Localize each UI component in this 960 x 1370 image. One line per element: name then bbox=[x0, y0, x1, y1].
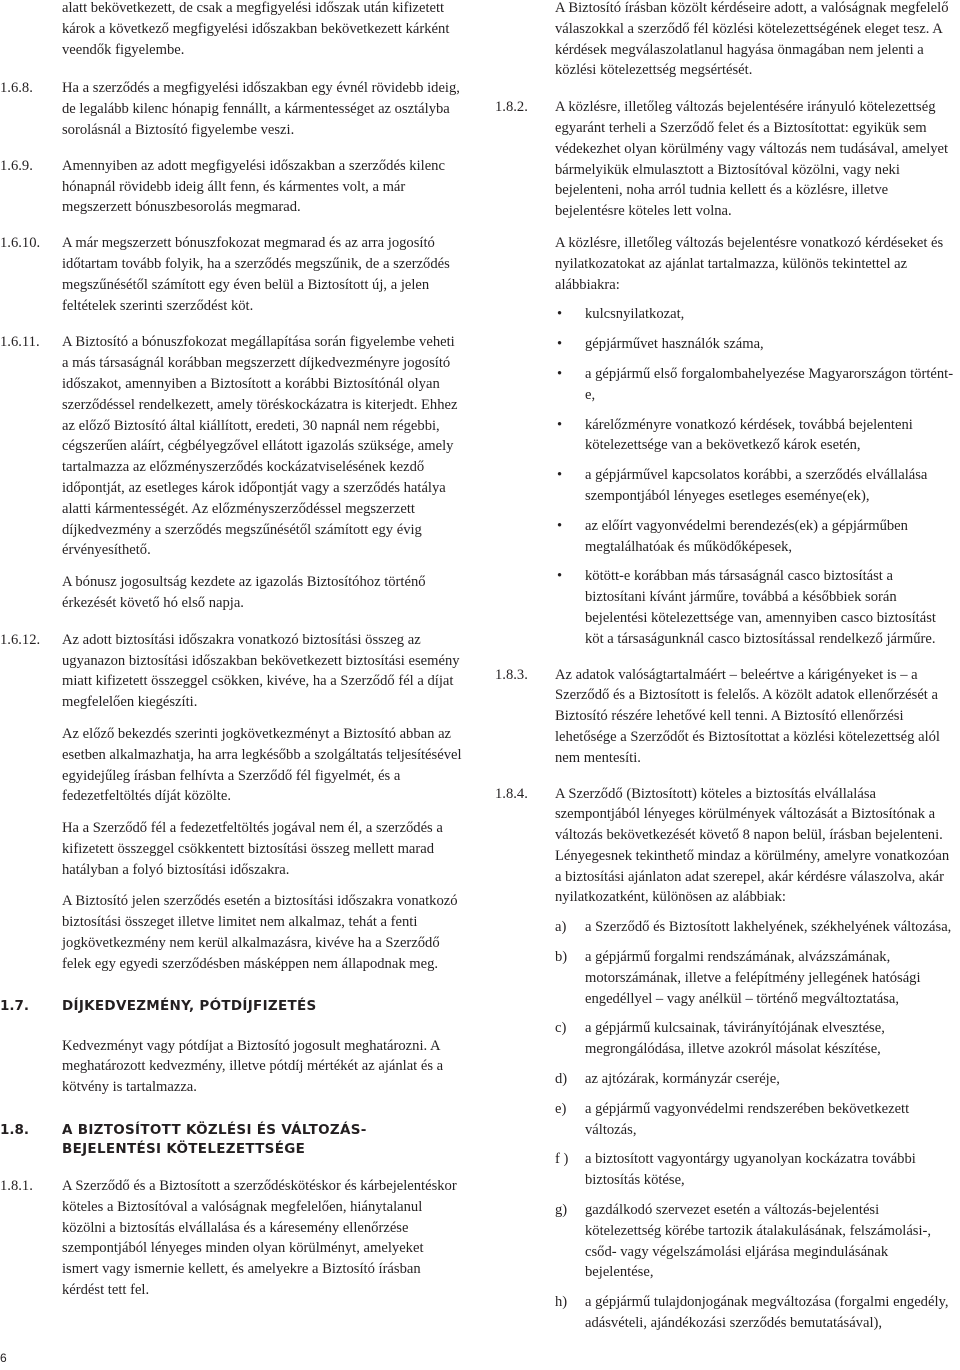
section-1-6-10 bbox=[0, 233, 462, 316]
list-item-text: a gépjármű kulcsainak, távirányítójának elvesztése, megrongálódása, illetve azokról másolat készítése, bbox=[585, 1020, 885, 1058]
list-item: • a gépjárművel kapcsolatos korábbi, a szerződés elvállalása szempontjából lényeges esetleges eseménye(ek), bbox=[555, 465, 957, 507]
section-paragraph: A Biztosító a bónuszfokozat megállapítása során figyelembe veheti a más társaságnál korábban megszerzett díjkedvezményre jogosító időszakot, amennyiben a Biztosított a korábbi Biztosítónál olyan szerződéssel rendelkezett, amely töréskockázatra is kiterjedt. Ehhez az előző Biztosító által kiállított, eredeti, 30 napnál nem régebbi, cégszerűen aláírt, cégbélyegzővel ellátott igazolás szüksége, amely tartalmazza az előzményszerződés kockázatviselésének kezdő időpontját, az esetleges károk időpontját vagy a szerződés hatálya alatti kármentességét. Az előzményszerződéssel megszerzett díjkedvezmény a szerződés megszűnésétől számított egy évig érvényesíthető. bbox=[62, 334, 458, 559]
list-item-text: a biztosított vagyontárgy ugyanolyan kockázatra további biztosítás kötése, bbox=[585, 1151, 916, 1189]
list-item-label: d) bbox=[555, 1071, 568, 1088]
section-1-7-heading bbox=[0, 997, 462, 1016]
list-item-label: g) bbox=[555, 1202, 568, 1219]
list-item: • kulcsnyilatkozat, bbox=[555, 304, 957, 325]
continuation-text: alatt bekövetkezett, de csak a megfigyelési időszak után kifizetett károk a következő megfigyelési időszakban bekövetkezett kárként veendők figyelembe. bbox=[62, 0, 450, 58]
section-number: 1.8.1. bbox=[0, 1178, 33, 1195]
section-1-7-body bbox=[0, 1036, 462, 1098]
section-text: Az adatok valóságtartalmáért – beleértve a kárigényeket is – a Szerződő és a Biztosított is felelős. A közölt adatok ellenőrzését a Biztosító részére lehetővé kell tenni. A Biztosító ellenőrzési lehetősége a Szerződőt és Biztosítottat a közlési kötelezettség alól nem mentesíti. bbox=[555, 666, 940, 766]
list-item: • a gépjármű első forgalombahelyezése Magyarországon történt-e, bbox=[555, 364, 957, 406]
section-1-8-4 bbox=[495, 784, 957, 1334]
section-text: Ha a szerződés a megfigyelési időszakban egy évnél rövidebb ideig, de legalább kilenc hónapig fennállt, a kármentességet az osztályba sorolásnál a Biztosító figyelembe veszi. bbox=[62, 80, 460, 138]
section-number: 1.8.4. bbox=[495, 785, 528, 802]
section-number: 1.6.10. bbox=[0, 235, 41, 252]
list-item-text: a Szerződő és Biztosított lakhelyének, székhelyének változása, bbox=[585, 919, 952, 936]
section-1-6-11 bbox=[0, 332, 462, 613]
section-number: 1.6.9. bbox=[0, 157, 33, 174]
section-number: 1.6.8. bbox=[0, 80, 33, 97]
heading-number: 1.7. bbox=[0, 997, 30, 1014]
section-number: 1.6.11. bbox=[0, 334, 40, 351]
section-number: 1.8.3. bbox=[495, 666, 528, 683]
list-item: • kárelőzményre vonatkozó kérdések, továbbá bejelenteni kötelezettsége van a bekövetkező károk esetén, bbox=[555, 415, 957, 457]
bullet-list bbox=[555, 304, 957, 649]
section-1-8-1 bbox=[0, 1176, 462, 1301]
right-column bbox=[495, 0, 957, 1334]
section-1-8-1-continuation bbox=[495, 0, 957, 81]
list-item bbox=[555, 947, 957, 1009]
list-item bbox=[555, 1149, 957, 1191]
list-item bbox=[555, 1292, 957, 1334]
list-item: • kötött-e korábban más társaságnál casco biztosítást a biztosítani kívánt járműre, továbbá a későbbiek során bejelentési kötelezettsége van, amennyiben casco biztosítást köt a társaságunknál casco biztosítással rendelkező járműre. bbox=[555, 566, 957, 649]
page-number: 6 bbox=[0, 1351, 7, 1365]
heading-title: DÍJKEDVEZMÉNY, PÓTDÍJFIZETÉS bbox=[62, 997, 317, 1014]
list-item bbox=[555, 1099, 957, 1141]
section-1-6-8 bbox=[0, 78, 462, 140]
section-number: 1.8.2. bbox=[495, 99, 528, 116]
section-1-8-heading bbox=[0, 1121, 462, 1159]
lettered-list bbox=[555, 917, 957, 1334]
list-item bbox=[555, 1200, 957, 1283]
section-paragraph: A közlésre, illetőleg változás bejelentésre vonatkozó kérdéseket és nyilatkozatokat az ajánlat tartalmazza, különös tekintettel az alábbiakra: bbox=[555, 234, 944, 293]
list-item bbox=[555, 1069, 957, 1090]
section-paragraph: Az adott biztosítási időszakra vonatkozó biztosítási összeg az ugyanazon biztosítási időszakban bekövetkezett biztosítási esemény miatt kifizetett összeggel csökken, kivéve, ha a Szerződő fél a díjat megfelelően kiegészíti. bbox=[62, 631, 460, 711]
list-item-label: c) bbox=[555, 1020, 567, 1037]
heading-title: A BIZTOSÍTOTT KÖZLÉSI ÉS VÁLTOZÁS-BEJELENTÉSI KÖTELEZETTSÉGE bbox=[62, 1122, 367, 1158]
continuation-text: A Biztosító írásban közölt kérdéseire adott, a valóságnak megfelelő válaszokkal a szerződő fél közlési kötelezettségének eleget tesz. A kérdések megválaszolatlanul hagyása önmagában nem jelenti a közlési kötelezettség megsértését. bbox=[555, 0, 949, 79]
section-paragraph: A bónusz jogosultság kezdete az igazolás Biztosítóhoz történő érkezését követő hó első napja. bbox=[62, 574, 426, 611]
list-item-text: a gépjármű forgalmi rendszámának, alvázszámának, motorszámának, illetve a felépítmény jellegének hatósági engedéllyel – vagy anélkül – történő megváltoztatása, bbox=[585, 949, 921, 1007]
list-item bbox=[555, 1018, 957, 1060]
list-item bbox=[555, 917, 957, 938]
section-text: Kedvezményt vagy pótdíjat a Biztosító jogosult meghatározni. A meghatározott kedvezmény, illetve pótdíj mértékét az ajánlat és a kötvény is tartalmazza. bbox=[62, 1037, 444, 1096]
list-item-text: gazdálkodó szervezet esetén a változás-bejelentési kötelezettség körébe tartozik átalakulásának, felszámolási-, csőd- vagy végelszámolási eljárása megindulásának bejelentése, bbox=[585, 1202, 932, 1281]
section-1-8-3 bbox=[495, 665, 957, 769]
list-item-text: a gépjármű tulajdonjogának megváltozása (forgalmi engedély, adásvételi, ajándékozási szerződés bemutatásával), bbox=[585, 1294, 949, 1332]
section-text: A Szerződő (Biztosított) köteles a biztosítás elvállalása szempontjából lényeges körülmények változását a Biztosítónak a változás bekövetkezését követő 8 napon belül, írásban bejelenteni. Lényegesnek tekinthető mindaz a körülmény, amelyre vonatkozóan a biztosítási ajánlaton adat szerepel, akár kérdésre válaszolva, akár nyilatkozatként, különösen az alábbiak: bbox=[555, 785, 950, 906]
section-paragraph: Ha a Szerződő fél a fedezetfeltöltés jogával nem él, a szerződés a kifizetett összeggel csökkentett biztosítási összeg mellett marad hatályban a folyó biztosítási időszakra. bbox=[62, 820, 443, 878]
section-text: A Szerződő és a Biztosított a szerződéskötéskor és kárbejelentéskor köteles a Biztosítóval a valóságnak megfelelően, hiánytalanul közölni a biztosítás elvállalása és a káresemény ellenőrzése szempontjából lényeges minden olyan körülményt, amelyeket ismert vagy ismernie kellett, és amelyekre a Biztosító írásban kérdést tett fel. bbox=[62, 1178, 457, 1299]
heading-number: 1.8. bbox=[0, 1122, 30, 1139]
list-item-label: h) bbox=[555, 1294, 568, 1311]
list-item-text: a gépjármű vagyonvédelmi rendszerében bekövetkezett változás, bbox=[585, 1100, 910, 1138]
list-item-label: b) bbox=[555, 949, 568, 966]
section-1-6-9 bbox=[0, 156, 462, 218]
left-column bbox=[0, 0, 462, 1301]
list-item: • gépjárművet használók száma, bbox=[555, 334, 957, 355]
section-1-8-2 bbox=[495, 97, 957, 649]
list-item-text: az ajtózárak, kormányzár cseréje, bbox=[585, 1071, 780, 1088]
section-paragraph: A közlésre, illetőleg változás bejelentésére irányuló kötelezettség egyaránt terheli a Szerződő felet és a Biztosítottat: egyikük sem védekezhet olyan körülmény vagy változás nem tudásával, amelyet bármelyikük elmulasztott a Biztosítóval közölni, vagy neki bejelenteni, noha arról tudnia kellett és a közlésre, illetve bejelentésre köteles lett volna. bbox=[555, 99, 949, 220]
list-item: • az előírt vagyonvédelmi berendezés(ek) a gépjárműben megtalálhatóak és működőképesek, bbox=[555, 516, 957, 558]
section-text: Amennyiben az adott megfigyelési időszakban a szerződés kilenc hónapnál rövidebb ideig állt fenn, és kármentes volt, a már megszerzett bónuszbesorolás megmarad. bbox=[62, 157, 445, 216]
section-number: 1.6.12. bbox=[0, 631, 41, 648]
section-paragraph: A Biztosító jelen szerződés esetén a biztosítási időszakra vonatkozó biztosítási összeget illetve limitet nem alkalmaz, tehát a fenti jogkövetkezmény nem kerül alkalmazásra, kivéve ha a Szerződő felek egy egyedi szerződésben másképpen nem állapodnak meg. bbox=[62, 893, 458, 972]
section-text: A már megszerzett bónuszfokozat megmarad és az arra jogosító időtartam tovább folyik, ha a szerződés megszűnik, de a szerződés megszűnésétől számított egy éven belül a Biztosított új, a jelen feltételek szerinti szerződést köt. bbox=[62, 235, 450, 314]
section-1-6-7-continuation bbox=[0, 0, 462, 60]
list-item-label: a) bbox=[555, 919, 567, 936]
list-item-label: f ) bbox=[555, 1151, 569, 1168]
section-1-6-12 bbox=[0, 630, 462, 975]
list-item-label: e) bbox=[555, 1100, 567, 1117]
section-paragraph: Az előző bekezdés szerinti jogkövetkezményt a Biztosító abban az esetben alkalmazhatja, ha arra legkésőbb a szolgáltatás teljesítésével egyidejűleg írásban felhívta a Szerződő fél figyelmét, és a fedezetfeltöltés díját közölte. bbox=[62, 725, 462, 805]
